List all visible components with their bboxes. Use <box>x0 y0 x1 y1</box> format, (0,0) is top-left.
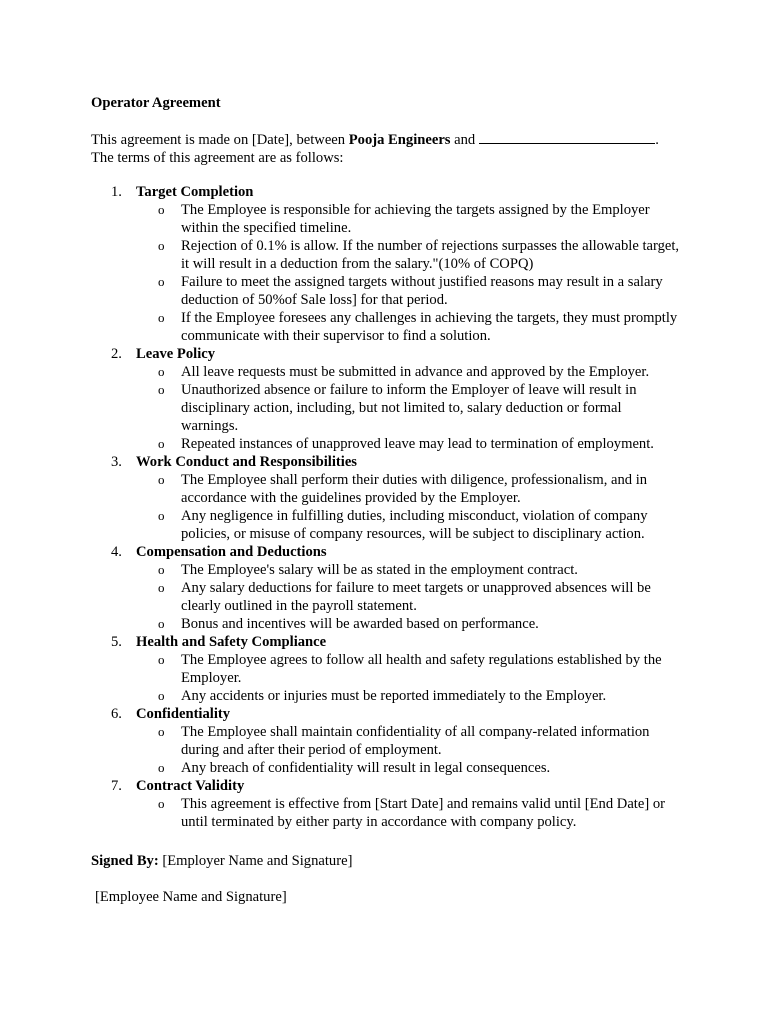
list-item <box>136 759 681 777</box>
section-number: 2. <box>111 346 122 362</box>
list-item <box>136 309 681 345</box>
blank-party-line <box>479 129 655 144</box>
point-text: Rejection of 0.1% is allow. If the number of rejections surpasses the allowable target, it will result in a deduction from the salary."(10% of COPQ) <box>181 238 680 272</box>
section-points <box>136 363 768 453</box>
signed-by-label: Signed By: <box>91 853 159 869</box>
section-points <box>136 201 768 345</box>
section-points <box>136 651 768 705</box>
point-text: Any breach of confidentiality will result in legal consequences. <box>181 760 551 776</box>
section-points <box>136 723 768 777</box>
term-section <box>0 543 768 633</box>
signed-by-line <box>91 852 352 870</box>
point-text: Repeated instances of unapproved leave may lead to termination of employment. <box>181 436 654 452</box>
list-item <box>136 561 681 579</box>
terms-list <box>0 183 768 831</box>
point-text: All leave requests must be submitted in advance and approved by the Employer. <box>181 364 650 380</box>
section-number: 3. <box>111 454 122 470</box>
list-item <box>136 615 681 633</box>
bullet-icon: o <box>158 472 165 487</box>
point-text: If the Employee foresees any challenges in achieving the targets, they must promptly communicate with their supervisor to find a solution. <box>181 310 678 344</box>
list-item <box>136 723 681 759</box>
point-text: The Employee shall perform their duties with diligence, professionalism, and in accordance with the guidelines provided by the Employer. <box>181 472 648 506</box>
list-item <box>136 273 681 309</box>
term-section <box>0 633 768 705</box>
bullet-icon: o <box>158 616 165 631</box>
bullet-icon: o <box>158 796 165 811</box>
bullet-icon: o <box>158 562 165 577</box>
point-text: The Employee is responsible for achieving the targets assigned by the Employer within the specified timeline. <box>181 202 650 236</box>
bullet-icon: o <box>158 238 165 253</box>
section-heading: Compensation and Deductions <box>136 544 327 560</box>
list-item <box>136 687 681 705</box>
term-section <box>0 345 768 453</box>
point-text: The Employee agrees to follow all health and safety regulations established by the Employer. <box>181 652 662 686</box>
intro-suffix: . <box>655 132 659 148</box>
term-section <box>0 777 768 831</box>
section-points <box>136 795 768 831</box>
employee-signature: [Employee Name and Signature] <box>95 889 287 905</box>
document-title: Operator Agreement <box>91 95 221 111</box>
point-text: The Employee shall maintain confidentiality of all company-related information during and after their period of employment. <box>181 724 650 758</box>
intro-line-2: The terms of this agreement are as follows: <box>91 150 344 166</box>
bullet-icon: o <box>158 508 165 523</box>
section-heading: Confidentiality <box>136 706 231 722</box>
term-section <box>0 183 768 345</box>
party-name: Pooja Engineers <box>348 132 451 148</box>
list-item <box>136 471 681 507</box>
bullet-icon: o <box>158 364 165 379</box>
section-heading: Health and Safety Compliance <box>136 634 327 650</box>
intro-prefix: This agreement is made on [Date], between <box>91 132 349 148</box>
list-item <box>136 507 681 543</box>
section-number: 1. <box>111 184 122 200</box>
point-text: The Employee's salary will be as stated in the employment contract. <box>181 562 578 578</box>
intro-paragraph <box>91 129 691 167</box>
list-item <box>136 579 681 615</box>
section-heading: Contract Validity <box>136 778 245 794</box>
bullet-icon: o <box>158 688 165 703</box>
bullet-icon: o <box>158 580 165 595</box>
section-number: 6. <box>111 706 122 722</box>
point-text: Unauthorized absence or failure to inform the Employer of leave will result in disciplinary action, including, but not limited to, salary deduction or formal warnings. <box>181 382 637 434</box>
term-section <box>0 705 768 777</box>
list-item <box>136 651 681 687</box>
section-number: 4. <box>111 544 122 560</box>
point-text: Bonus and incentives will be awarded based on performance. <box>181 616 539 632</box>
point-text: Any salary deductions for failure to meet targets or unapproved absences will be clearly outlined in the payroll statement. <box>181 580 651 614</box>
bullet-icon: o <box>158 652 165 667</box>
list-item <box>136 201 681 237</box>
bullet-icon: o <box>158 382 165 397</box>
section-heading: Target Completion <box>136 184 254 200</box>
employer-signature: [Employer Name and Signature] <box>158 853 353 869</box>
list-item <box>136 363 681 381</box>
point-text: Failure to meet the assigned targets without justified reasons may result in a salary deduction of 50%of Sale loss] for that period. <box>181 274 663 308</box>
term-section <box>0 453 768 543</box>
intro-line-1 <box>91 129 691 149</box>
bullet-icon: o <box>158 760 165 775</box>
section-heading: Leave Policy <box>136 346 216 362</box>
section-number: 5. <box>111 634 122 650</box>
bullet-icon: o <box>158 274 165 289</box>
point-text: This agreement is effective from [Start Date] and remains valid until [End Date] or until terminated by either party in accordance with company policy. <box>181 796 665 830</box>
bullet-icon: o <box>158 436 165 451</box>
intro-middle: and <box>450 132 476 148</box>
bullet-icon: o <box>158 202 165 217</box>
bullet-icon: o <box>158 724 165 739</box>
list-item <box>136 381 681 435</box>
list-item <box>136 435 681 453</box>
section-points <box>136 471 768 543</box>
list-item <box>136 237 681 273</box>
section-number: 7. <box>111 778 122 794</box>
section-points <box>136 561 768 633</box>
list-item <box>136 795 681 831</box>
point-text: Any negligence in fulfilling duties, including misconduct, violation of company policies, or misuse of company resources, will be subject to disciplinary action. <box>181 508 648 542</box>
section-heading: Work Conduct and Responsibilities <box>136 454 357 470</box>
point-text: Any accidents or injuries must be reported immediately to the Employer. <box>181 688 607 704</box>
bullet-icon: o <box>158 310 165 325</box>
